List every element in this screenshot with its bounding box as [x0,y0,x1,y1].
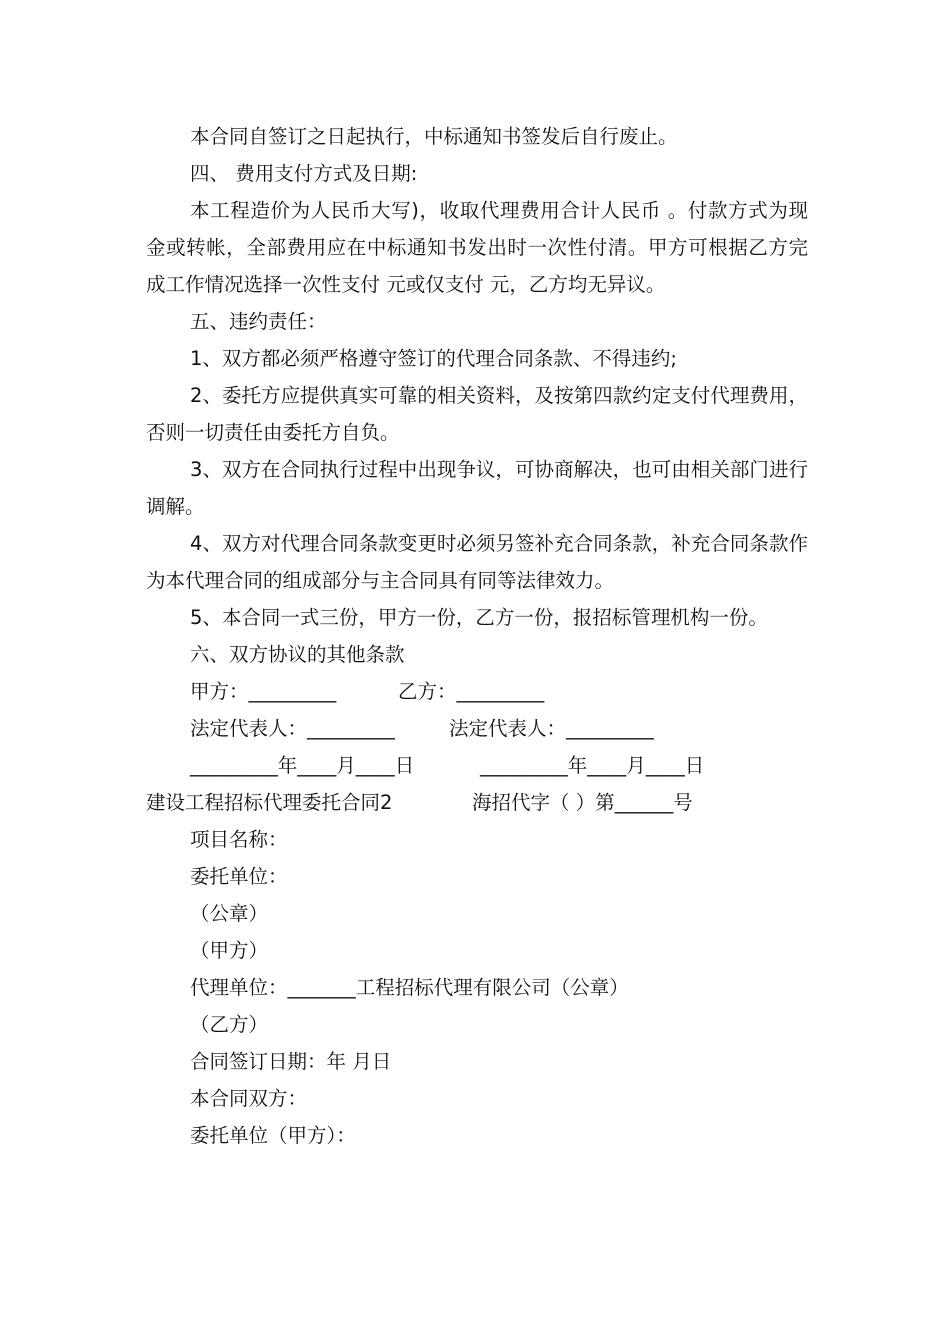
second-contract-code: 海招代字（ ）第______号 [472,791,693,814]
signature-date-row [146,747,808,784]
date-a-label: _________年____月____日 [190,754,415,777]
party-b-label: 乙方：_________ [398,680,545,703]
section-heading-other: 六、双方协议的其他条款 [190,643,405,666]
field-sign-date: 合同签订日期：年 月日 [190,1050,392,1073]
field-client-unit: 委托单位： [190,865,288,888]
paragraph-payment: 本工程造价为人民币大写)，收取代理费用合计人民币 。付款方式为现金或转帐，全部费用应在中标通知书发出时一次性付清。甲方可根据乙方完成工作情况选择一次性支付 元或仅支付 元，乙方均无异议。 [146,199,808,296]
date-b-label: _________年____月____日 [480,754,705,777]
clause-2: 2、委托方应提供真实可靠的相关资料，及按第四款约定支付代理费用，否则一切责任由委托方自负。 [146,384,808,444]
field-agent-unit: 代理单位：_______工程招标代理有限公司（公章） [190,976,629,999]
rep-b-label: 法定代表人：_________ [449,717,654,740]
field-project-name: 项目名称： [190,828,288,851]
document-body [146,118,808,1154]
clause-5: 5、本合同一式三份，甲方一份，乙方一份，报招标管理机构一份。 [190,606,768,629]
clause-4: 4、双方对代理合同条款变更时必须另签补充合同条款，补充合同条款作为本代理合同的组成部分与主合同具有同等法律效力。 [146,532,808,592]
clause-3: 3、双方在合同执行过程中出现争议，可协商解决，也可由相关部门进行调解。 [146,458,808,518]
field-party-a-tag: （甲方） [190,939,269,962]
second-contract-title: 建设工程招标代理委托合同2 [146,791,393,814]
clause-1: 1、双方都必须严格遵守签订的代理合同条款、不得违约; [190,347,677,370]
rep-a-label: 法定代表人：_________ [190,717,395,740]
paragraph-execution: 本合同自签订之日起执行，中标通知书签发后自行废止。 [190,125,678,148]
second-contract-header [146,784,808,821]
field-party-b-tag: （乙方） [190,1013,269,1036]
signature-party-row [146,673,808,710]
section-heading-payment: 四、 费用支付方式及日期: [190,162,418,185]
party-a-label: 甲方：_________ [190,680,337,703]
signature-rep-row [146,710,808,747]
field-seal-a: （公章） [190,902,269,925]
field-client-party-a: 委托单位（甲方）： [190,1124,356,1147]
section-heading-liability: 五、违约责任： [190,310,327,333]
field-both-parties: 本合同双方： [190,1087,308,1110]
